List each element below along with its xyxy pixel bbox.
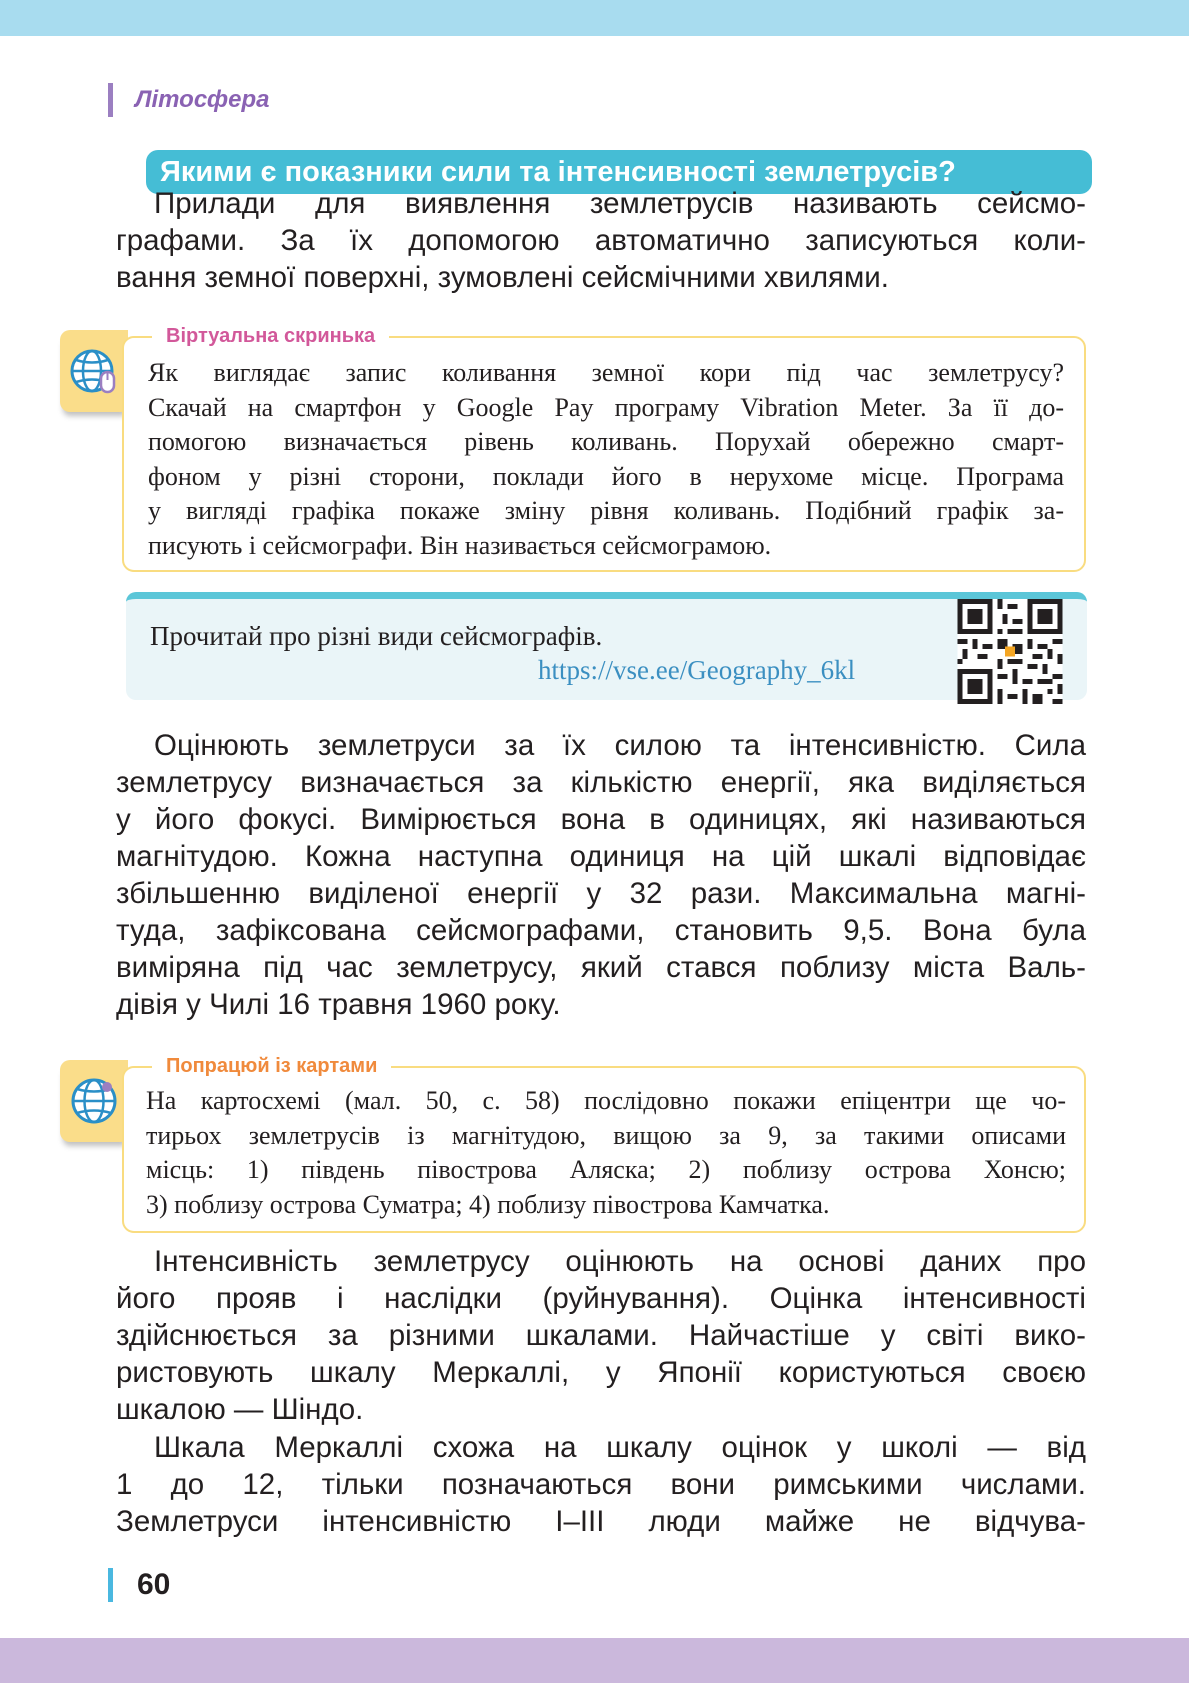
virtual-box-line: фоном у різні сторони, поклади його в нерухоме місце. Програма: [148, 461, 1064, 491]
top-color-band: [0, 0, 1189, 36]
mercalli-line: Землетруси інтенсивністю I–III люди майже не відчува-: [116, 1505, 1086, 1538]
magnitude-line: дівія у Чилі 16 травня 1960 року.: [116, 988, 561, 1021]
qr-resource-text: Прочитай про різні види сейсмографів.: [150, 621, 603, 651]
page-number: [108, 1568, 170, 1602]
intro-line: Прилади для виявлення землетрусів називають сейсмо-: [154, 187, 1086, 220]
maps-box-title: Попрацюй із картами: [152, 1052, 391, 1080]
magnitude-line: туда, зафіксована сейсмографами, становить 9,5. Вона була: [116, 914, 1086, 947]
virtual-box-line: Скачай на смартфон у Google Pay програму Vibration Meter. За її до-: [148, 392, 1064, 422]
maps-box-callout: [122, 1055, 1086, 1233]
qr-resource-link[interactable]: https://vse.ee/Geography_6kl: [538, 655, 856, 685]
question-heading-text: Якими є показники сили та інтенсивності землетрусів?: [160, 155, 956, 188]
mercalli-paragraph: [116, 1429, 1086, 1540]
magnitude-line: магнітудою. Кожна наступна одиниця на цій шкалі відповідає: [116, 840, 1086, 873]
maps-box-line: На картосхемі (мал. 50, с. 58) послідовно покажи епіцентри ще чо-: [146, 1086, 1066, 1115]
mercalli-line: Шкала Меркаллі схожа на шкалу оцінок у школі — від: [154, 1431, 1086, 1464]
section-marker-bar: [108, 83, 113, 117]
virtual-box-body: [148, 356, 1064, 563]
virtual-box-callout: [122, 325, 1086, 572]
globe-icon: [67, 1074, 121, 1128]
magnitude-line: виміряна під час землетрусу, який стався поблизу міста Валь-: [116, 951, 1086, 984]
intensity-line: його прояв і наслідки (руйнування). Оцінка інтенсивності: [116, 1282, 1086, 1315]
maps-box-icon-tab: [60, 1060, 128, 1142]
intensity-line: ристовують шкалу Меркаллі, у Японії користуються своєю: [116, 1356, 1086, 1389]
virtual-box-icon-tab: [60, 330, 128, 412]
qr-resource-block: [126, 592, 1087, 700]
intensity-line: шкалою — Шіндо.: [116, 1393, 364, 1426]
magnitude-line: землетрусу визначається за кількістю енергії, яка виділяється: [116, 766, 1086, 799]
intensity-line: здійснюється за різними шкалами. Найчастіше у світі вико-: [116, 1319, 1086, 1352]
intensity-line: Інтенсивність землетрусу оцінюють на основі даних про: [154, 1245, 1086, 1278]
intro-line: графами. За їх допомогою автоматично записуються коли-: [116, 224, 1086, 257]
virtual-box-line: у вигляді графіка покаже зміну рівня коливань. Подібний графік за-: [148, 496, 1064, 525]
bottom-color-band: [0, 1638, 1189, 1683]
section-title: Літосфера: [135, 86, 270, 113]
intensity-paragraph: [116, 1243, 1086, 1428]
magnitude-line: у його фокусі. Вимірюється вона в одиницях, які називаються: [116, 803, 1086, 836]
virtual-box-line: Як виглядає запис коливання земної кори під час землетрусу?: [148, 358, 1064, 387]
qr-code-icon[interactable]: [954, 599, 1066, 704]
maps-box-body: [146, 1084, 1066, 1222]
magnitude-line: Оцінюють землетруси за їх силою та інтенсивністю. Сила: [154, 729, 1086, 762]
page-number-text: 60: [137, 1568, 171, 1601]
page-number-bar: [108, 1568, 113, 1602]
virtual-box-title: Віртуальна скринька: [152, 322, 389, 350]
maps-box-line: 3) поблизу острова Суматра; 4) поблизу півострова Камчатка.: [146, 1189, 830, 1219]
virtual-box-line: писують і сейсмографи. Він називається сейсмограмою.: [148, 530, 772, 560]
magnitude-paragraph: [116, 727, 1086, 1023]
globe-mouse-icon: [67, 344, 121, 398]
maps-box-line: тирьох землетрусів із магнітудою, вищою за 9, за такими описами: [146, 1120, 1066, 1150]
mercalli-line: 1 до 12, тільки позначаються вони римськими числами.: [116, 1468, 1086, 1501]
intro-paragraph: [116, 185, 1086, 296]
virtual-box-line: помогою визначається рівень коливань. Порухай обережно смарт-: [148, 427, 1064, 456]
maps-box-line: місць: 1) південь півострова Аляска; 2) поблизу острова Хонсю;: [146, 1155, 1066, 1184]
section-label: [108, 82, 269, 118]
magnitude-line: збільшенню виділеної енергії у 32 рази. Максимальна магні-: [116, 877, 1086, 910]
intro-line: вання земної поверхні, зумовлені сейсмічними хвилями.: [116, 261, 889, 294]
